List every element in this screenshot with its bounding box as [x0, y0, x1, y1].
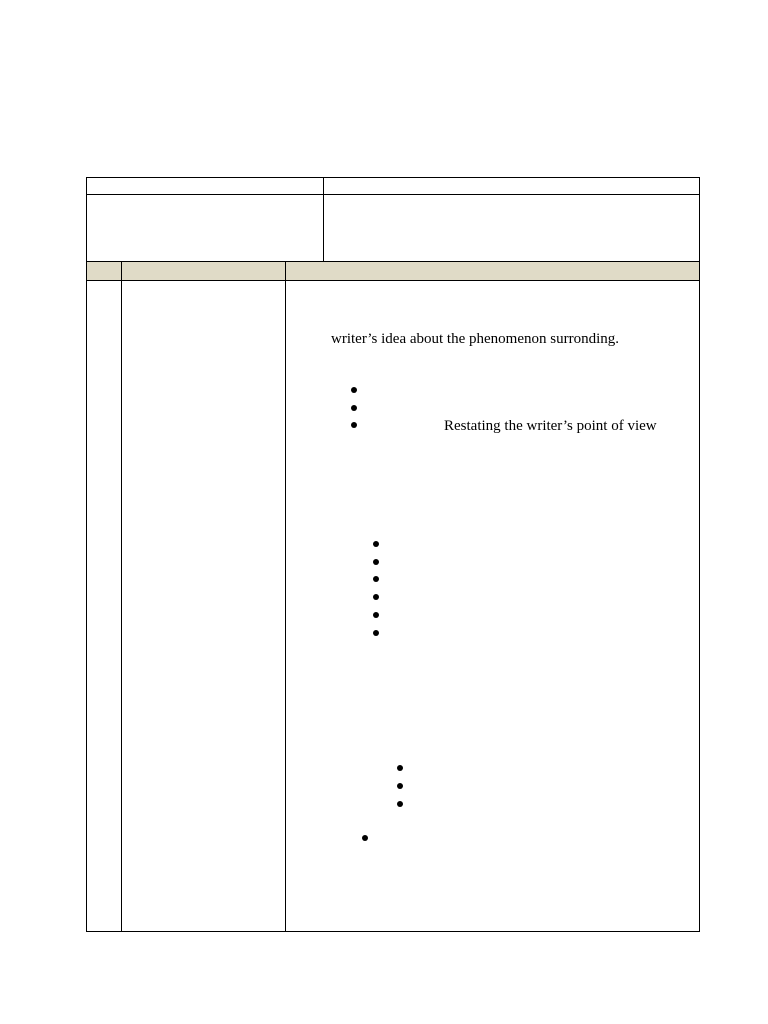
- table-header-band: [87, 262, 699, 280]
- bullet-marker: [373, 559, 379, 565]
- bullet-text: Restating the writer’s point of view: [444, 418, 657, 434]
- bullet-marker: [373, 594, 379, 600]
- table-row-divider-2: [86, 261, 700, 262]
- bullet-marker: [351, 405, 357, 411]
- table-right-border: [699, 177, 700, 932]
- bullet-marker: [351, 387, 357, 393]
- activity-column-divider: [285, 261, 286, 932]
- table-top-border: [86, 177, 700, 178]
- bullet-marker: [373, 612, 379, 618]
- table-left-border: [86, 177, 87, 932]
- bullet-marker: [373, 541, 379, 547]
- paragraph-line: writer’s idea about the phenomenon surronding.: [331, 331, 619, 347]
- bullet-marker: [362, 835, 368, 841]
- bullet-marker: [351, 422, 357, 428]
- table-bottom-border: [86, 931, 700, 932]
- table-row-divider-3: [86, 280, 700, 281]
- bullet-marker: [373, 630, 379, 636]
- upper-column-divider: [323, 177, 324, 262]
- bullet-marker: [397, 801, 403, 807]
- bullet-marker: [397, 783, 403, 789]
- bullet-marker: [397, 765, 403, 771]
- bullet-marker: [373, 576, 379, 582]
- number-column-divider: [121, 261, 122, 932]
- table-row-divider-1: [86, 194, 700, 195]
